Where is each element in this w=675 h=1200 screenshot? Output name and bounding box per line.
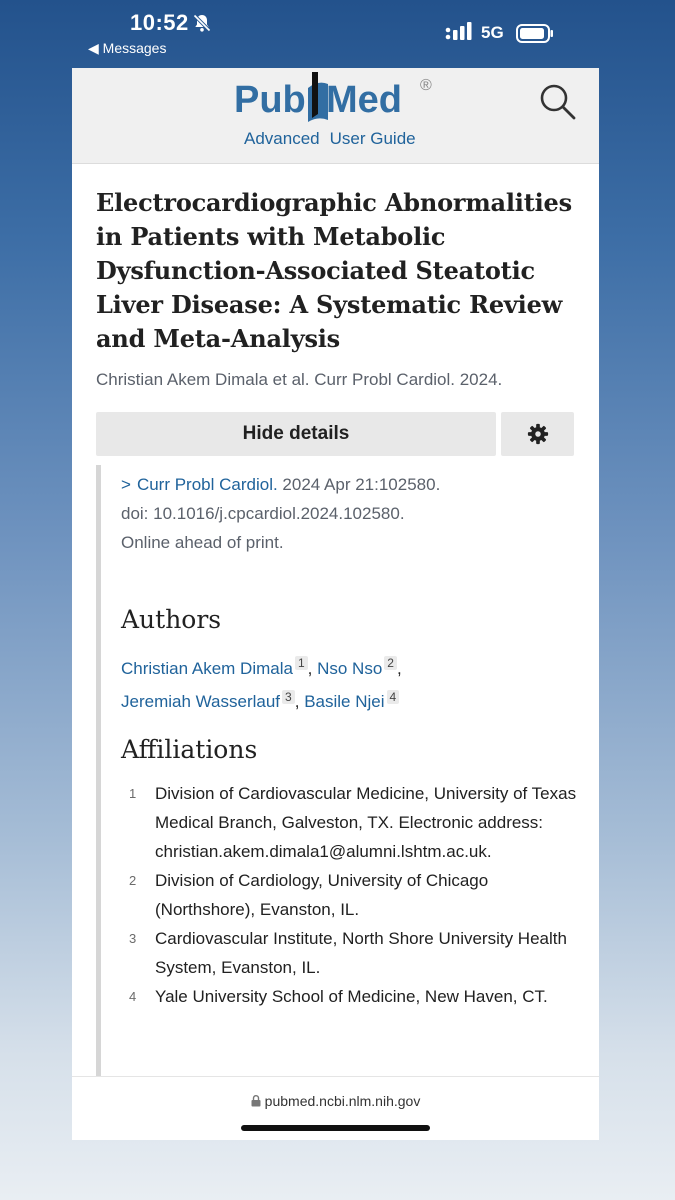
affiliation-ref[interactable]: 3 <box>282 690 295 704</box>
back-arrow-icon: ◀ <box>88 40 103 56</box>
browser-bottom-bar <box>72 1076 599 1140</box>
article-details <box>96 465 581 1140</box>
author-link[interactable]: Jeremiah Wasserlauf <box>121 692 281 712</box>
article-citation: Christian Akem Dimala et al. Curr Probl Cardiol. 2024. <box>96 370 503 389</box>
settings-button[interactable] <box>501 412 574 456</box>
clock: 10:52 <box>130 10 189 35</box>
back-to-messages[interactable]: ◀ Messages <box>88 40 167 56</box>
registered-mark: ® <box>420 77 432 94</box>
journal-link[interactable]: Curr Probl Cardiol. <box>136 475 278 494</box>
doi: doi: 10.1016/j.cpcardiol.2024.102580. <box>121 504 405 523</box>
author-item: Jeremiah Wasserlauf $^3$ , <box>121 689 305 712</box>
chevron-right-icon: > <box>121 475 131 494</box>
pub-date: 2024 Apr 21:102580. <box>277 475 441 494</box>
article-header <box>96 186 576 390</box>
authors-heading: Authors <box>121 605 222 634</box>
search-icon[interactable] <box>538 82 578 122</box>
gear-icon <box>527 423 549 445</box>
url-text: pubmed.ncbi.nlm.nih.gov <box>264 1093 421 1109</box>
pub-status: Online ahead of print. <box>121 533 284 552</box>
author-item: Christian Akem Dimala $^1$ , <box>121 656 318 678</box>
affiliation-item <box>121 924 581 982</box>
affiliation-text: Cardiovascular Institute, North Shore University Health System, Evanston, IL. <box>155 929 567 977</box>
affiliation-ref[interactable]: 1 <box>295 656 308 670</box>
author-link[interactable]: Christian Akem Dimala <box>121 658 293 678</box>
affiliation-ref[interactable]: 4 <box>387 690 400 704</box>
advanced-link[interactable]: Advanced <box>244 129 320 148</box>
article-title: Electrocardiographic Abnormalities in Patients with Metabolic Dysfunction-Associated Steatotic Liver Disease: A Systematic Review and Meta-Analysis <box>96 188 572 353</box>
status-bar <box>0 0 675 68</box>
logo-pub-text: Pub <box>234 79 306 121</box>
pubmed-logo[interactable] <box>232 70 452 132</box>
battery-icon <box>516 24 554 43</box>
header-links <box>244 129 426 149</box>
authors-list <box>121 649 581 716</box>
journal-info <box>121 470 581 557</box>
affiliation-number: 4 <box>129 989 137 1004</box>
lock-icon <box>251 1095 261 1107</box>
affiliation-text: Division of Cardiovascular Medicine, University of Texas Medical Branch, Galveston, TX. Electronic address: christian.akem.dimala1@alumni.lshtm.ac.uk. <box>155 784 577 861</box>
pubmed-header <box>72 68 599 164</box>
affiliation-ref[interactable]: 2 <box>384 656 397 670</box>
author-item <box>304 689 399 712</box>
author-link[interactable]: Basile Njei <box>304 692 385 712</box>
affiliation-number: 1 <box>129 786 137 801</box>
affiliations-list <box>121 779 581 1011</box>
details-bar <box>96 412 574 456</box>
logo-med-text: Med <box>326 79 402 121</box>
network-type: 5G <box>481 23 504 42</box>
affiliation-text: Yale University School of Medicine, New Haven, CT. <box>155 987 548 1006</box>
author-item: Nso Nso $^2$ , <box>317 656 402 678</box>
silent-bell-icon <box>192 13 212 33</box>
author-link[interactable]: Nso Nso <box>317 658 383 678</box>
affiliation-item <box>121 866 581 924</box>
affiliation-item <box>121 982 581 1011</box>
affiliation-item <box>121 779 581 866</box>
journal-line <box>121 470 581 499</box>
signal-icon <box>445 22 475 42</box>
affiliation-number: 3 <box>129 931 137 946</box>
home-indicator[interactable] <box>241 1125 430 1131</box>
browser-page <box>72 68 599 1140</box>
address-bar[interactable] <box>72 1093 599 1109</box>
affiliation-number: 2 <box>129 873 137 888</box>
affiliation-text: Division of Cardiology, University of Chicago (Northshore), Evanston, IL. <box>155 871 489 919</box>
hide-details-button[interactable]: Hide details <box>96 412 496 456</box>
user-guide-link[interactable]: User Guide <box>329 129 416 148</box>
affiliations-heading: Affiliations <box>121 735 258 764</box>
